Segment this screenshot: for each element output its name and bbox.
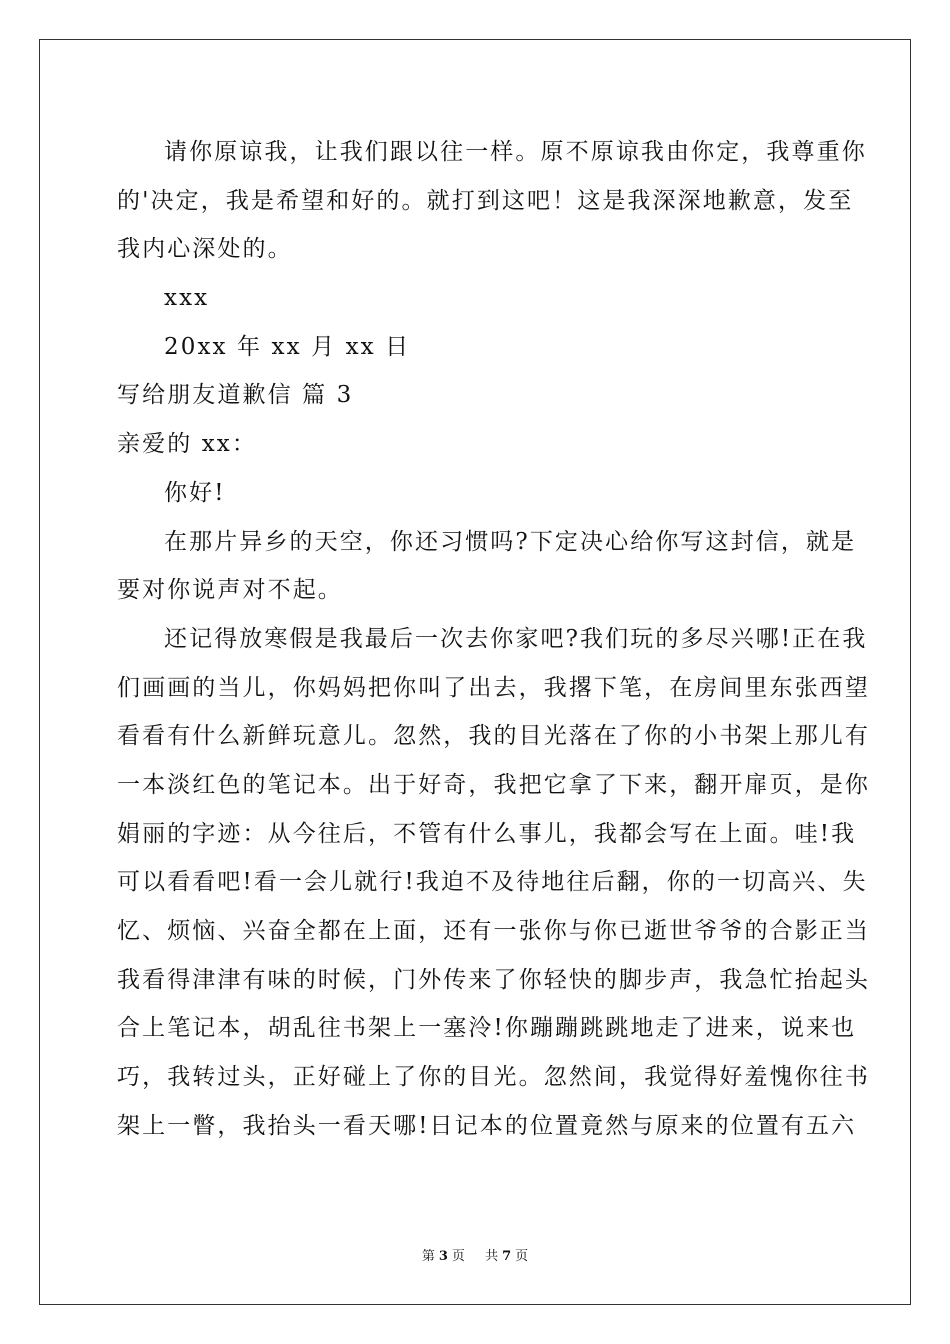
page-number: 3 [438,1249,448,1264]
total-indicator [481,1249,532,1264]
signature-date: 20xx 年 xx 月 xx 日 [164,333,411,360]
total-pages: 7 [502,1249,512,1264]
paragraph-line: 架上一瞥，我抬头一看天哪!日记本的位置竟然与原来的位置有五六 [117,1112,857,1139]
greeting: 你好! [164,479,226,506]
total-suffix: 页 [515,1249,529,1264]
paragraph-line: 看看有什么新鲜玩意儿。忽然，我的目光落在了你的小书架上那儿有 [117,723,870,750]
paragraph-line: 的'决定，我是希望和好的。就打到这吧！这是我深深地歉意，发至 [117,187,854,214]
paragraph-line: 合上笔记本，胡乱往书架上一塞泠!你蹦蹦跳跳地走了进来，说来也 [117,1015,857,1042]
paragraph-line: 可以看看吧!看一会儿就行!我迫不及待地往后翻，你的一切高兴、失 [117,869,868,896]
page-footer [0,1248,950,1266]
section-heading: 写给朋友道歉信 篇 3 [117,382,354,409]
paragraph-line: 娟丽的字迹：从今往后，不管有什么事儿，我都会写在上面。哇!我 [117,820,857,847]
total-prefix: 共 [485,1249,499,1264]
paragraph-line: 请你原谅我，让我们跟以往一样。原不原谅我由你定，我尊重你 [164,139,867,165]
document-body [117,128,870,1150]
page-prefix: 第 [421,1249,435,1264]
paragraph-line: 们画画的当儿，你妈妈把你叫了出去，我撂下笔，在房间里东张西望 [117,674,870,701]
paragraph-line: 还记得放寒假是我最后一次去你家吧?我们玩的多尽兴哪!正在我 [164,625,868,652]
paragraph-line: 要对你说声对不起。 [117,577,343,604]
paragraph-line: 我内心深处的。 [117,236,293,263]
signature-name: xxx [164,285,210,312]
page-indicator [418,1249,469,1264]
paragraph-line: 我看得津津有味的时候，门外传来了你轻快的脚步声，我急忙抬起头 [117,966,870,993]
salutation: 亲爱的 xx： [117,431,257,458]
paragraph-line: 忆、烦恼、兴奋全都在上面，还有一张你与你已逝世爷爷的合影正当 [117,918,870,944]
paragraph-line: 巧，我转过头，正好碰上了你的目光。忽然间，我觉得好羞愧你往书 [117,1064,870,1091]
paragraph-line: 在那片异乡的天空，你还习惯吗?下定决心给你写这封信，就是 [164,528,857,555]
paragraph-line: 一本淡红色的笔记本。出于好奇，我把它拿了下来，翻开扉页，是你 [117,771,870,798]
page-suffix: 页 [451,1249,465,1264]
